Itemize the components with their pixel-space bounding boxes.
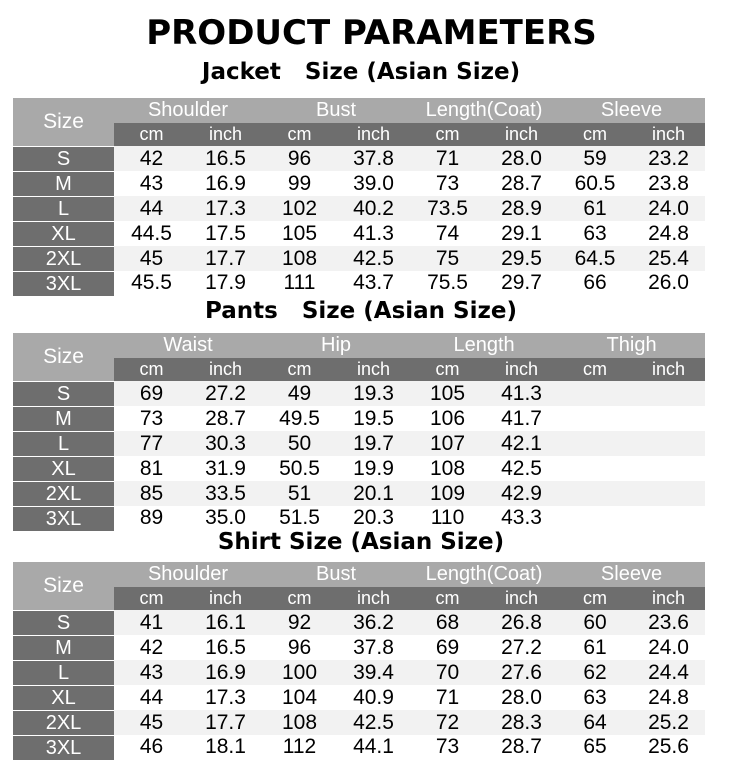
value-cell: 16.9 — [189, 660, 262, 685]
value-cell: 33.5 — [189, 481, 262, 506]
table-row — [13, 481, 705, 506]
value-cell: 29.7 — [485, 271, 558, 296]
value-cell: 46 — [114, 735, 189, 760]
value-cell: 109 — [410, 481, 485, 506]
shirt-subtitle: Shirt Size (Asian Size) — [217, 529, 505, 555]
value-cell: 41.3 — [485, 381, 558, 406]
value-cell: 41.7 — [485, 406, 558, 431]
unit-header: inch — [337, 358, 410, 381]
unit-header: inch — [632, 358, 705, 381]
value-cell: 69 — [410, 635, 485, 660]
size-cell: L — [13, 196, 114, 221]
table-row — [13, 685, 705, 710]
measurement-group-header: Sleeve — [558, 562, 705, 587]
value-cell: 24.8 — [632, 221, 705, 246]
value-cell: 24.0 — [632, 196, 705, 221]
size-cell: XL — [13, 221, 114, 246]
jacket-subtitle: Jacket Size (Asian Size) — [201, 59, 521, 85]
table-row — [13, 456, 705, 481]
value-cell: 42.9 — [485, 481, 558, 506]
unit-header: inch — [632, 587, 705, 610]
value-cell: 39.0 — [337, 171, 410, 196]
table-row — [13, 271, 705, 296]
value-cell: 25.2 — [632, 710, 705, 735]
value-cell: 16.9 — [189, 171, 262, 196]
unit-header: inch — [337, 123, 410, 146]
value-cell: 66 — [558, 271, 632, 296]
value-cell: 19.3 — [337, 381, 410, 406]
measurement-group-header: Waist — [114, 333, 262, 358]
value-cell — [632, 381, 705, 406]
page-title: PRODUCT PARAMETERS — [146, 13, 597, 53]
value-cell: 27.6 — [485, 660, 558, 685]
unit-header: cm — [558, 358, 632, 381]
table-row — [13, 431, 705, 456]
value-cell: 65 — [558, 735, 632, 760]
table-row — [13, 610, 705, 635]
value-cell: 43.3 — [485, 506, 558, 531]
value-cell — [632, 456, 705, 481]
size-cell: XL — [13, 685, 114, 710]
table-row — [13, 171, 705, 196]
unit-header: inch — [632, 123, 705, 146]
value-cell: 111 — [262, 271, 337, 296]
size-cell: 3XL — [13, 506, 114, 531]
value-cell: 104 — [262, 685, 337, 710]
table-row — [13, 506, 705, 531]
value-cell: 60 — [558, 610, 632, 635]
size-column-header: Size — [13, 98, 114, 146]
value-cell — [558, 381, 632, 406]
size-cell: S — [13, 146, 114, 171]
value-cell: 73.5 — [410, 196, 485, 221]
value-cell: 45 — [114, 246, 189, 271]
measurement-group-header: Length(Coat) — [410, 98, 558, 123]
value-cell: 24.0 — [632, 635, 705, 660]
value-cell: 42.1 — [485, 431, 558, 456]
value-cell: 28.0 — [485, 146, 558, 171]
value-cell: 28.0 — [485, 685, 558, 710]
value-cell: 45.5 — [114, 271, 189, 296]
unit-header: inch — [189, 358, 262, 381]
value-cell — [632, 406, 705, 431]
value-cell: 73 — [410, 735, 485, 760]
value-cell: 17.5 — [189, 221, 262, 246]
value-cell: 40.9 — [337, 685, 410, 710]
value-cell: 100 — [262, 660, 337, 685]
size-column-header: Size — [13, 333, 114, 381]
measurement-group-header: Thigh — [558, 333, 705, 358]
value-cell: 17.3 — [189, 196, 262, 221]
value-cell: 20.3 — [337, 506, 410, 531]
value-cell: 105 — [410, 381, 485, 406]
value-cell: 28.7 — [485, 735, 558, 760]
header-row — [13, 98, 705, 123]
value-cell: 31.9 — [189, 456, 262, 481]
value-cell: 26.8 — [485, 610, 558, 635]
table-row — [13, 406, 705, 431]
value-cell: 110 — [410, 506, 485, 531]
value-cell: 60.5 — [558, 171, 632, 196]
value-cell: 63 — [558, 221, 632, 246]
unit-header: cm — [410, 123, 485, 146]
value-cell: 59 — [558, 146, 632, 171]
value-cell: 17.3 — [189, 685, 262, 710]
unit-header: cm — [262, 123, 337, 146]
value-cell: 96 — [262, 146, 337, 171]
pants-size-table — [13, 333, 705, 531]
value-cell: 64.5 — [558, 246, 632, 271]
value-cell: 30.3 — [189, 431, 262, 456]
value-cell — [632, 506, 705, 531]
value-cell: 71 — [410, 685, 485, 710]
unit-header: cm — [558, 123, 632, 146]
header-row — [13, 333, 705, 358]
value-cell: 16.5 — [189, 146, 262, 171]
table-row — [13, 660, 705, 685]
value-cell: 16.5 — [189, 635, 262, 660]
size-cell: L — [13, 431, 114, 456]
value-cell — [558, 406, 632, 431]
unit-header: inch — [485, 123, 558, 146]
value-cell: 49.5 — [262, 406, 337, 431]
measurement-group-header: Length — [410, 333, 558, 358]
unit-row — [13, 358, 705, 381]
value-cell: 35.0 — [189, 506, 262, 531]
value-cell: 41.3 — [337, 221, 410, 246]
value-cell: 49 — [262, 381, 337, 406]
value-cell: 51 — [262, 481, 337, 506]
value-cell — [632, 431, 705, 456]
value-cell — [558, 431, 632, 456]
size-cell: L — [13, 660, 114, 685]
table-row — [13, 196, 705, 221]
value-cell: 77 — [114, 431, 189, 456]
value-cell: 74 — [410, 221, 485, 246]
value-cell: 63 — [558, 685, 632, 710]
value-cell: 27.2 — [189, 381, 262, 406]
value-cell: 73 — [114, 406, 189, 431]
size-cell: S — [13, 381, 114, 406]
unit-header: inch — [485, 358, 558, 381]
value-cell: 19.9 — [337, 456, 410, 481]
value-cell: 108 — [262, 246, 337, 271]
value-cell: 17.7 — [189, 710, 262, 735]
size-cell: 3XL — [13, 271, 114, 296]
unit-header: cm — [114, 587, 189, 610]
value-cell: 28.3 — [485, 710, 558, 735]
unit-header: cm — [114, 358, 189, 381]
value-cell: 50 — [262, 431, 337, 456]
value-cell: 16.1 — [189, 610, 262, 635]
measurement-group-header: Hip — [262, 333, 410, 358]
value-cell: 19.5 — [337, 406, 410, 431]
table-row — [13, 710, 705, 735]
value-cell: 29.5 — [485, 246, 558, 271]
value-cell: 23.6 — [632, 610, 705, 635]
value-cell: 25.6 — [632, 735, 705, 760]
value-cell: 108 — [262, 710, 337, 735]
value-cell: 50.5 — [262, 456, 337, 481]
value-cell: 61 — [558, 635, 632, 660]
value-cell: 106 — [410, 406, 485, 431]
size-column-header: Size — [13, 562, 114, 610]
value-cell: 26.0 — [632, 271, 705, 296]
size-cell: 3XL — [13, 735, 114, 760]
value-cell: 70 — [410, 660, 485, 685]
value-cell — [558, 506, 632, 531]
unit-row — [13, 587, 705, 610]
size-cell: M — [13, 406, 114, 431]
value-cell: 102 — [262, 196, 337, 221]
measurement-group-header: Sleeve — [558, 98, 705, 123]
value-cell: 37.8 — [337, 635, 410, 660]
value-cell: 24.4 — [632, 660, 705, 685]
value-cell: 41 — [114, 610, 189, 635]
size-cell: XL — [13, 456, 114, 481]
value-cell: 61 — [558, 196, 632, 221]
value-cell: 28.7 — [485, 171, 558, 196]
value-cell: 28.9 — [485, 196, 558, 221]
value-cell: 44 — [114, 196, 189, 221]
value-cell: 24.8 — [632, 685, 705, 710]
value-cell: 108 — [410, 456, 485, 481]
jacket-size-table — [13, 98, 705, 296]
value-cell — [558, 456, 632, 481]
value-cell — [558, 481, 632, 506]
value-cell: 81 — [114, 456, 189, 481]
value-cell: 43 — [114, 660, 189, 685]
measurement-group-header: Bust — [262, 98, 410, 123]
value-cell: 69 — [114, 381, 189, 406]
value-cell: 44.1 — [337, 735, 410, 760]
value-cell: 99 — [262, 171, 337, 196]
shirt-size-table — [13, 562, 705, 760]
measurement-group-header: Shoulder — [114, 98, 262, 123]
table-row — [13, 635, 705, 660]
value-cell: 42.5 — [337, 246, 410, 271]
value-cell: 19.7 — [337, 431, 410, 456]
value-cell: 112 — [262, 735, 337, 760]
table-row — [13, 246, 705, 271]
value-cell: 51.5 — [262, 506, 337, 531]
value-cell: 44.5 — [114, 221, 189, 246]
measurement-group-header: Length(Coat) — [410, 562, 558, 587]
value-cell: 42 — [114, 146, 189, 171]
value-cell: 40.2 — [337, 196, 410, 221]
value-cell: 85 — [114, 481, 189, 506]
unit-header: cm — [410, 358, 485, 381]
value-cell: 27.2 — [485, 635, 558, 660]
unit-header: cm — [114, 123, 189, 146]
value-cell: 23.2 — [632, 146, 705, 171]
value-cell: 20.1 — [337, 481, 410, 506]
value-cell: 18.1 — [189, 735, 262, 760]
value-cell: 42.5 — [337, 710, 410, 735]
size-cell: M — [13, 171, 114, 196]
unit-header: cm — [262, 587, 337, 610]
measurement-group-header: Shoulder — [114, 562, 262, 587]
unit-header: inch — [189, 587, 262, 610]
value-cell: 17.7 — [189, 246, 262, 271]
value-cell: 44 — [114, 685, 189, 710]
size-cell: 2XL — [13, 710, 114, 735]
value-cell: 89 — [114, 506, 189, 531]
value-cell: 43 — [114, 171, 189, 196]
size-cell: S — [13, 610, 114, 635]
header-row — [13, 562, 705, 587]
value-cell — [632, 481, 705, 506]
unit-row — [13, 123, 705, 146]
value-cell: 36.2 — [337, 610, 410, 635]
table-row — [13, 221, 705, 246]
value-cell: 92 — [262, 610, 337, 635]
value-cell: 68 — [410, 610, 485, 635]
table-row — [13, 735, 705, 760]
unit-header: cm — [262, 358, 337, 381]
value-cell: 73 — [410, 171, 485, 196]
size-cell: M — [13, 635, 114, 660]
value-cell: 45 — [114, 710, 189, 735]
value-cell: 29.1 — [485, 221, 558, 246]
value-cell: 105 — [262, 221, 337, 246]
value-cell: 72 — [410, 710, 485, 735]
size-cell: 2XL — [13, 481, 114, 506]
value-cell: 25.4 — [632, 246, 705, 271]
value-cell: 42 — [114, 635, 189, 660]
value-cell: 62 — [558, 660, 632, 685]
table-row — [13, 146, 705, 171]
value-cell: 75 — [410, 246, 485, 271]
value-cell: 64 — [558, 710, 632, 735]
table-row — [13, 381, 705, 406]
unit-header: inch — [189, 123, 262, 146]
pants-subtitle: Pants Size (Asian Size) — [204, 298, 518, 324]
value-cell: 75.5 — [410, 271, 485, 296]
unit-header: cm — [558, 587, 632, 610]
value-cell: 23.8 — [632, 171, 705, 196]
value-cell: 37.8 — [337, 146, 410, 171]
value-cell: 107 — [410, 431, 485, 456]
value-cell: 17.9 — [189, 271, 262, 296]
value-cell: 39.4 — [337, 660, 410, 685]
measurement-group-header: Bust — [262, 562, 410, 587]
value-cell: 43.7 — [337, 271, 410, 296]
unit-header: inch — [337, 587, 410, 610]
value-cell: 96 — [262, 635, 337, 660]
value-cell: 71 — [410, 146, 485, 171]
unit-header: cm — [410, 587, 485, 610]
value-cell: 28.7 — [189, 406, 262, 431]
size-cell: 2XL — [13, 246, 114, 271]
unit-header: inch — [485, 587, 558, 610]
value-cell: 42.5 — [485, 456, 558, 481]
